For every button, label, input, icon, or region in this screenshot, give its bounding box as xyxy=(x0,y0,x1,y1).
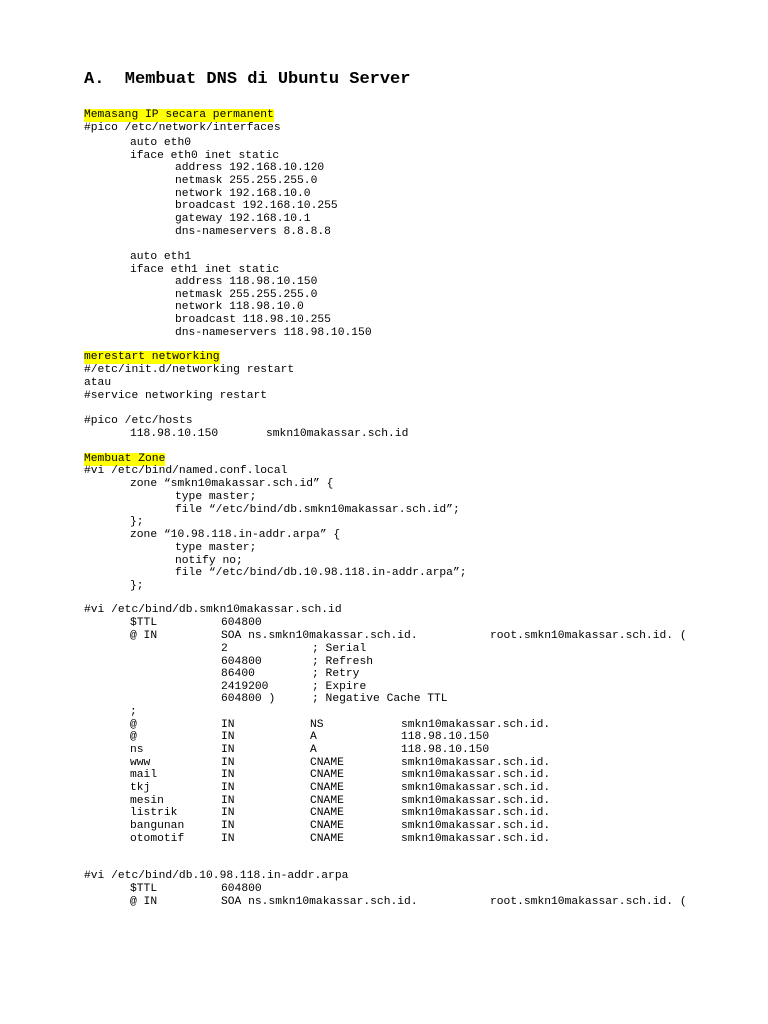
line-text: broadcast 192.168.10.255 xyxy=(175,200,338,212)
line-text: address 118.98.10.150 xyxy=(175,276,318,288)
line-text: bangunan xyxy=(130,820,185,832)
line-text: CNAME xyxy=(310,782,344,794)
line-text: mesin xyxy=(130,795,164,807)
line-text: network 192.168.10.0 xyxy=(175,188,311,200)
line-text: IN xyxy=(221,782,235,794)
line-text: ; Expire xyxy=(312,681,367,693)
line-text: CNAME xyxy=(310,833,344,845)
line-text: network 118.98.10.0 xyxy=(175,301,304,313)
line-text: netmask 255.255.255.0 xyxy=(175,289,318,301)
line-text: CNAME xyxy=(310,769,344,781)
line-text: smkn10makassar.sch.id. xyxy=(401,719,551,731)
highlighted-heading-text: Memasang IP secara permanent xyxy=(84,109,274,121)
line-text: file “/etc/bind/db.10.98.118.in-addr.arpa”; xyxy=(175,567,467,579)
line-text: $TTL xyxy=(130,617,158,629)
line-text: tkj xyxy=(130,782,151,794)
line-text: #vi /etc/bind/db.10.98.118.in-addr.arpa xyxy=(84,870,349,882)
line-text: IN xyxy=(221,744,235,756)
line-text: 604800 ) xyxy=(221,693,276,705)
line-text: 2419200 xyxy=(221,681,269,693)
line-text: smkn10makassar.sch.id xyxy=(266,428,409,440)
line-text: dns-nameservers 118.98.10.150 xyxy=(175,327,372,339)
line-text: 604800 xyxy=(221,883,262,895)
line-text: atau xyxy=(84,377,112,389)
line-text: address 192.168.10.120 xyxy=(175,162,325,174)
line-text: CNAME xyxy=(310,807,344,819)
line-text: IN xyxy=(221,833,235,845)
line-text: IN xyxy=(221,807,235,819)
line-text: netmask 255.255.255.0 xyxy=(175,175,318,187)
line-text: IN xyxy=(221,769,235,781)
line-text: smkn10makassar.sch.id. xyxy=(401,820,551,832)
line-text: dns-nameservers 8.8.8.8 xyxy=(175,226,331,238)
line-text: #vi /etc/bind/named.conf.local xyxy=(84,465,288,477)
line-text: smkn10makassar.sch.id. xyxy=(401,795,551,807)
line-text: zone “smkn10makassar.sch.id” { xyxy=(130,478,334,490)
line-text: #service networking restart xyxy=(84,390,268,402)
line-text: IN xyxy=(221,731,235,743)
line-text: 2 xyxy=(221,643,228,655)
page-title: A. Membuat DNS di Ubuntu Server xyxy=(84,70,411,89)
line-text: }; xyxy=(130,580,144,592)
line-text: 604800 xyxy=(221,617,262,629)
line-text: smkn10makassar.sch.id. xyxy=(401,833,551,845)
line-text: ; Refresh xyxy=(312,656,374,668)
line-text: iface eth0 inet static xyxy=(130,150,280,162)
line-text: IN xyxy=(221,795,235,807)
line-text: iface eth1 inet static xyxy=(130,264,280,276)
line-text: CNAME xyxy=(310,795,344,807)
line-text: notify no; xyxy=(175,555,243,567)
line-text: ; Negative Cache TTL xyxy=(312,693,448,705)
line-text: www xyxy=(130,757,151,769)
line-text: A xyxy=(310,731,317,743)
line-text: smkn10makassar.sch.id. xyxy=(401,757,551,769)
line-text: CNAME xyxy=(310,820,344,832)
line-text: 118.98.10.150 xyxy=(401,731,490,743)
line-text: IN xyxy=(221,757,235,769)
line-text: $TTL xyxy=(130,883,158,895)
line-text: ; Serial xyxy=(312,643,367,655)
line-text: SOA ns.smkn10makassar.sch.id. xyxy=(221,896,418,908)
line-text: broadcast 118.98.10.255 xyxy=(175,314,331,326)
line-text: CNAME xyxy=(310,757,344,769)
line-text: @ xyxy=(130,731,137,743)
line-text: type master; xyxy=(175,542,257,554)
line-text: #vi /etc/bind/db.smkn10makassar.sch.id xyxy=(84,604,342,616)
line-text: #pico /etc/network/interfaces xyxy=(84,122,281,134)
line-text: smkn10makassar.sch.id. xyxy=(401,769,551,781)
line-text: smkn10makassar.sch.id. xyxy=(401,807,551,819)
line-text: mail xyxy=(130,769,158,781)
line-text: file “/etc/bind/db.smkn10makassar.sch.id”; xyxy=(175,504,460,516)
line-text: listrik xyxy=(130,807,178,819)
line-text: NS xyxy=(310,719,324,731)
line-text: 118.98.10.150 xyxy=(401,744,490,756)
line-text: smkn10makassar.sch.id. xyxy=(401,782,551,794)
line-text: gateway 192.168.10.1 xyxy=(175,213,311,225)
line-text: #pico /etc/hosts xyxy=(84,415,193,427)
line-text: IN xyxy=(221,820,235,832)
line-text: #/etc/init.d/networking restart xyxy=(84,364,295,376)
line-text: root.smkn10makassar.sch.id. ( xyxy=(490,630,687,642)
line-text: type master; xyxy=(175,491,257,503)
line-text: @ IN xyxy=(130,896,158,908)
line-text: ; Retry xyxy=(312,668,360,680)
line-text: root.smkn10makassar.sch.id. ( xyxy=(490,896,687,908)
line-text: otomotif xyxy=(130,833,185,845)
line-text: @ xyxy=(130,719,137,731)
line-text: auto eth1 xyxy=(130,251,192,263)
line-text: 604800 xyxy=(221,656,262,668)
line-text: ns xyxy=(130,744,144,756)
line-text: A xyxy=(310,744,317,756)
line-text: 86400 xyxy=(221,668,255,680)
line-text: IN xyxy=(221,719,235,731)
line-text: ; xyxy=(130,706,137,718)
highlighted-heading-text: merestart networking xyxy=(84,351,220,363)
line-text: auto eth0 xyxy=(130,137,192,149)
highlighted-heading-text: Membuat Zone xyxy=(84,453,166,465)
line-text: SOA ns.smkn10makassar.sch.id. xyxy=(221,630,418,642)
line-text: }; xyxy=(130,516,144,528)
line-text: zone “10.98.118.in-addr.arpa” { xyxy=(130,529,341,541)
line-text: @ IN xyxy=(130,630,158,642)
line-text: 118.98.10.150 xyxy=(130,428,219,440)
